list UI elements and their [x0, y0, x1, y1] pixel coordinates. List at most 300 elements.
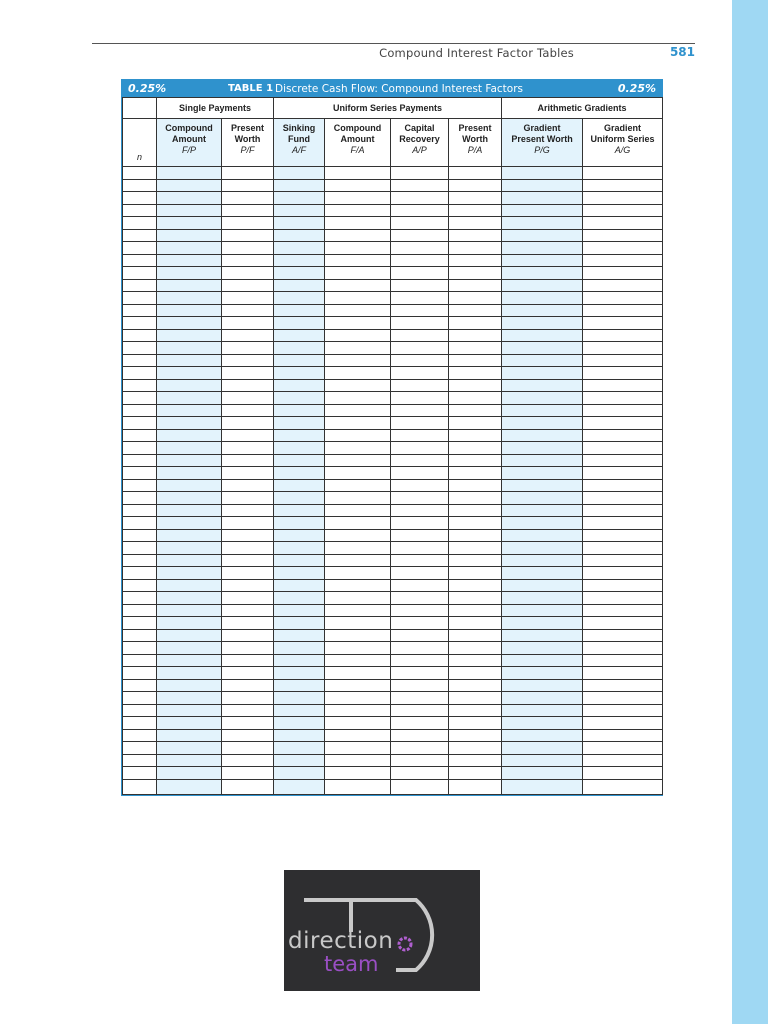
factor-cell [274, 204, 325, 217]
factor-cell [391, 742, 449, 755]
factor-cell [502, 717, 583, 730]
factor-cell [222, 467, 274, 480]
factor-cell [449, 229, 502, 242]
factor-cell [325, 729, 391, 742]
logo-text-team: team [324, 952, 379, 976]
factor-cell [391, 367, 449, 380]
factor-cell [222, 654, 274, 667]
factor-cell [502, 292, 583, 305]
factor-cell [502, 167, 583, 180]
n-cell [123, 604, 157, 617]
factor-cell [583, 742, 663, 755]
factor-cell [157, 679, 222, 692]
factor-cell [502, 579, 583, 592]
table-row [123, 242, 663, 255]
factor-cell [449, 654, 502, 667]
factor-cell [274, 267, 325, 280]
factor-cell [583, 267, 663, 280]
n-cell [123, 717, 157, 730]
n-cell [123, 192, 157, 205]
column-symbol: F/P [181, 145, 196, 155]
n-cell [123, 304, 157, 317]
factor-cell [391, 217, 449, 230]
factor-cell [502, 592, 583, 605]
factor-cell [449, 467, 502, 480]
factor-cell [274, 317, 325, 330]
n-cell [123, 342, 157, 355]
factor-cell [222, 379, 274, 392]
table-row [123, 679, 663, 692]
logo-text-direction: direction [288, 928, 394, 954]
factor-cell [502, 629, 583, 642]
n-cell [123, 167, 157, 180]
factor-cell [157, 329, 222, 342]
factor-cell [502, 342, 583, 355]
factor-cell [325, 442, 391, 455]
factor-cell [222, 479, 274, 492]
factor-cell [583, 779, 663, 794]
factor-cell [222, 617, 274, 630]
factor-cell [449, 442, 502, 455]
factor-cell [222, 442, 274, 455]
factor-cell [502, 379, 583, 392]
column-name-line: Recovery [399, 134, 440, 144]
factor-cell [157, 504, 222, 517]
factor-cell [325, 417, 391, 430]
factor-cell [274, 529, 325, 542]
n-cell [123, 292, 157, 305]
factor-cell [502, 617, 583, 630]
direction-team-logo [284, 870, 480, 991]
factor-cell [449, 279, 502, 292]
table-row [123, 629, 663, 642]
factor-cell [325, 717, 391, 730]
factor-cell [274, 229, 325, 242]
factor-cell [583, 767, 663, 780]
factor-cell [502, 779, 583, 794]
factor-cell [391, 342, 449, 355]
factor-cell [449, 717, 502, 730]
factor-cell [157, 567, 222, 580]
interest-rate-right: 0.25% [617, 82, 656, 95]
table-row [123, 204, 663, 217]
factor-cell [449, 192, 502, 205]
table-row [123, 717, 663, 730]
factor-cell [274, 517, 325, 530]
factor-cell [222, 242, 274, 255]
factor-cell [222, 717, 274, 730]
factor-cell [583, 617, 663, 630]
column-name-line: Compound [333, 123, 382, 133]
table-row [123, 267, 663, 280]
factor-cell [449, 604, 502, 617]
factor-cell [583, 517, 663, 530]
table-row [123, 767, 663, 780]
factor-cell [274, 754, 325, 767]
n-cell [123, 654, 157, 667]
factor-cell [157, 579, 222, 592]
factor-cell [449, 517, 502, 530]
factor-cell [325, 542, 391, 555]
factor-cell [449, 329, 502, 342]
factor-cell [157, 279, 222, 292]
table-row [123, 342, 663, 355]
factor-cell [391, 329, 449, 342]
factor-cell [449, 429, 502, 442]
column-name-line: Amount [172, 134, 206, 144]
factor-cell [157, 604, 222, 617]
column-header-row [123, 119, 663, 167]
column-name-line: Gradient [523, 123, 561, 133]
column-symbol: P/A [467, 145, 483, 155]
n-cell [123, 554, 157, 567]
factor-cell [449, 179, 502, 192]
factor-cell [583, 342, 663, 355]
n-cell [123, 779, 157, 794]
table-row [123, 454, 663, 467]
factor-cell [502, 479, 583, 492]
factor-cell [157, 654, 222, 667]
factor-cell [222, 679, 274, 692]
factor-cell [274, 742, 325, 755]
factor-cell [325, 554, 391, 567]
factor-cell [391, 467, 449, 480]
factor-cell [449, 354, 502, 367]
table-row [123, 404, 663, 417]
factor-cell [222, 517, 274, 530]
factor-cell [583, 229, 663, 242]
factor-cell [449, 642, 502, 655]
factor-cell [449, 479, 502, 492]
factor-cell [274, 767, 325, 780]
table-row [123, 579, 663, 592]
factor-cell [274, 629, 325, 642]
factor-cell [325, 779, 391, 794]
factor-cell [222, 217, 274, 230]
factor-cell [222, 504, 274, 517]
table-row [123, 604, 663, 617]
factor-cell [449, 404, 502, 417]
factor-cell [325, 629, 391, 642]
factor-cell [391, 567, 449, 580]
n-cell [123, 704, 157, 717]
factor-cell [391, 454, 449, 467]
factor-cell [391, 392, 449, 405]
n-cell [123, 367, 157, 380]
table-row [123, 317, 663, 330]
factor-cell [325, 454, 391, 467]
factor-cell [502, 642, 583, 655]
factor-cell [502, 192, 583, 205]
factor-cell [325, 217, 391, 230]
factor-cell [583, 429, 663, 442]
factor-cell [325, 504, 391, 517]
factor-cell [222, 254, 274, 267]
factor-cell [502, 604, 583, 617]
factor-cell [274, 467, 325, 480]
factor-cell [222, 392, 274, 405]
table-row [123, 517, 663, 530]
factor-cell [502, 179, 583, 192]
n-cell [123, 642, 157, 655]
factor-cell [583, 592, 663, 605]
factor-cell [583, 242, 663, 255]
factor-cell [391, 242, 449, 255]
factor-cell [157, 204, 222, 217]
factor-cell [157, 729, 222, 742]
factor-cell [157, 292, 222, 305]
factor-cell [502, 754, 583, 767]
factor-cell [325, 304, 391, 317]
column-name-line: Worth [462, 134, 488, 144]
factor-cell [391, 379, 449, 392]
n-cell [123, 729, 157, 742]
factor-cell [274, 454, 325, 467]
factor-cell [449, 542, 502, 555]
table-row [123, 529, 663, 542]
n-cell [123, 579, 157, 592]
factor-cell [325, 654, 391, 667]
factor-cell [222, 542, 274, 555]
factor-cell [222, 367, 274, 380]
factor-cell [502, 442, 583, 455]
factor-cell [583, 354, 663, 367]
n-cell [123, 329, 157, 342]
n-cell [123, 417, 157, 430]
factor-cell [222, 567, 274, 580]
n-cell [123, 429, 157, 442]
factor-cell [449, 167, 502, 180]
factor-cell [502, 767, 583, 780]
factor-cell [274, 292, 325, 305]
n-cell [123, 592, 157, 605]
factor-cell [449, 204, 502, 217]
factor-cell [391, 504, 449, 517]
factor-cell [391, 667, 449, 680]
factor-cell [583, 417, 663, 430]
factor-cell [325, 754, 391, 767]
table-row [123, 567, 663, 580]
factor-cell [583, 167, 663, 180]
factor-cell [222, 329, 274, 342]
factor-cell [274, 417, 325, 430]
factor-cell [583, 717, 663, 730]
table-title: Discrete Cash Flow: Compound Interest Factors [275, 82, 524, 95]
factor-cell [583, 567, 663, 580]
table-row [123, 192, 663, 205]
group-uniform-series: Uniform Series Payments [274, 98, 502, 119]
factor-cell [391, 642, 449, 655]
factor-cell [325, 679, 391, 692]
factor-cell [325, 192, 391, 205]
factor-cell [274, 717, 325, 730]
factor-cell [583, 404, 663, 417]
factor-cell [274, 217, 325, 230]
n-cell [123, 479, 157, 492]
factor-cell [274, 192, 325, 205]
factor-cell [157, 717, 222, 730]
factor-cell [583, 667, 663, 680]
factor-cell [449, 504, 502, 517]
factor-cell [449, 742, 502, 755]
factor-cell [325, 479, 391, 492]
factor-cell [157, 617, 222, 630]
n-cell [123, 179, 157, 192]
column-symbol: A/P [412, 145, 427, 155]
n-cell [123, 617, 157, 630]
factor-cell [222, 229, 274, 242]
factor-cell [502, 279, 583, 292]
factor-cell [391, 767, 449, 780]
factor-cell [157, 767, 222, 780]
n-cell [123, 442, 157, 455]
factor-cell [583, 529, 663, 542]
table-row [123, 292, 663, 305]
factor-cell [325, 317, 391, 330]
factor-cell [583, 442, 663, 455]
n-cell [123, 492, 157, 505]
factor-cell [583, 329, 663, 342]
factor-cell [391, 192, 449, 205]
factor-cell [157, 692, 222, 705]
factor-cell [449, 317, 502, 330]
column-symbol: P/G [534, 145, 550, 155]
table-row [123, 417, 663, 430]
table-row [123, 329, 663, 342]
factor-cell [222, 629, 274, 642]
n-cell [123, 517, 157, 530]
factor-cell [449, 392, 502, 405]
factor-cell [274, 567, 325, 580]
factor-cell [583, 192, 663, 205]
factor-cell [391, 492, 449, 505]
table-row [123, 254, 663, 267]
factor-cell [157, 229, 222, 242]
n-cell [123, 742, 157, 755]
table-body [123, 167, 663, 795]
factor-cell [274, 167, 325, 180]
factor-cell [274, 442, 325, 455]
n-column-header: n [123, 119, 157, 167]
factor-cell [157, 529, 222, 542]
factor-cell [325, 579, 391, 592]
factor-cell [583, 642, 663, 655]
column-name-line: Present [230, 123, 265, 133]
factor-cell [449, 554, 502, 567]
factor-cell [157, 354, 222, 367]
factor-cell [274, 692, 325, 705]
factor-cell [325, 167, 391, 180]
factor-cell [391, 429, 449, 442]
factor-cell [583, 217, 663, 230]
factor-cell [391, 479, 449, 492]
factor-cell [391, 167, 449, 180]
factor-cell [325, 604, 391, 617]
side-color-strip [732, 0, 768, 1024]
factor-cell [157, 642, 222, 655]
factor-cell [274, 492, 325, 505]
column-name-line: Sinking [282, 123, 316, 133]
factor-cell [157, 367, 222, 380]
factor-cell [502, 504, 583, 517]
n-cell [123, 317, 157, 330]
factor-cell [583, 542, 663, 555]
table-row [123, 354, 663, 367]
factor-cell [391, 442, 449, 455]
factor-cell [157, 242, 222, 255]
n-cell [123, 392, 157, 405]
factor-cell [502, 204, 583, 217]
factor-cell [222, 354, 274, 367]
factor-cell [391, 579, 449, 592]
factor-cell [325, 692, 391, 705]
factor-cell [449, 367, 502, 380]
factor-cell [157, 192, 222, 205]
factor-cell [274, 304, 325, 317]
column-name-line: Capital [404, 123, 435, 133]
factor-cell [274, 592, 325, 605]
factor-cell [502, 242, 583, 255]
factor-cell [502, 567, 583, 580]
factor-cell [325, 267, 391, 280]
factor-cell [274, 479, 325, 492]
factor-cell [449, 617, 502, 630]
factor-cell [391, 229, 449, 242]
factor-cell [222, 404, 274, 417]
factor-cell [391, 517, 449, 530]
factor-cell [583, 492, 663, 505]
factor-cell [222, 692, 274, 705]
n-cell [123, 754, 157, 767]
group-arithmetic-gradients: Arithmetic Gradients [502, 98, 663, 119]
factor-cell [325, 392, 391, 405]
n-cell [123, 279, 157, 292]
factor-cell [391, 204, 449, 217]
factor-cell [157, 379, 222, 392]
factor-cell [502, 667, 583, 680]
factor-cell [449, 767, 502, 780]
factor-cell [325, 279, 391, 292]
factor-cell [502, 742, 583, 755]
factor-cell [325, 592, 391, 605]
factor-cell [391, 717, 449, 730]
table-row [123, 729, 663, 742]
factor-cell [274, 604, 325, 617]
factor-cell [274, 617, 325, 630]
column-name-line: Present [458, 123, 492, 133]
factor-cell [157, 429, 222, 442]
factor-cell [222, 267, 274, 280]
factor-cell [325, 529, 391, 542]
column-header-p-g [502, 119, 583, 167]
table-row [123, 642, 663, 655]
factor-cell [391, 617, 449, 630]
table-row [123, 167, 663, 180]
factor-cell [502, 679, 583, 692]
factor-cell [583, 704, 663, 717]
factor-cell [391, 279, 449, 292]
factor-cell [157, 704, 222, 717]
factor-cell [325, 204, 391, 217]
table-row [123, 779, 663, 794]
group-header-row [123, 98, 663, 119]
factor-cell [222, 179, 274, 192]
factor-cell [157, 779, 222, 794]
factor-cell [502, 404, 583, 417]
factor-cell [274, 329, 325, 342]
factor-cell [391, 417, 449, 430]
column-name-line: Fund [288, 134, 310, 144]
